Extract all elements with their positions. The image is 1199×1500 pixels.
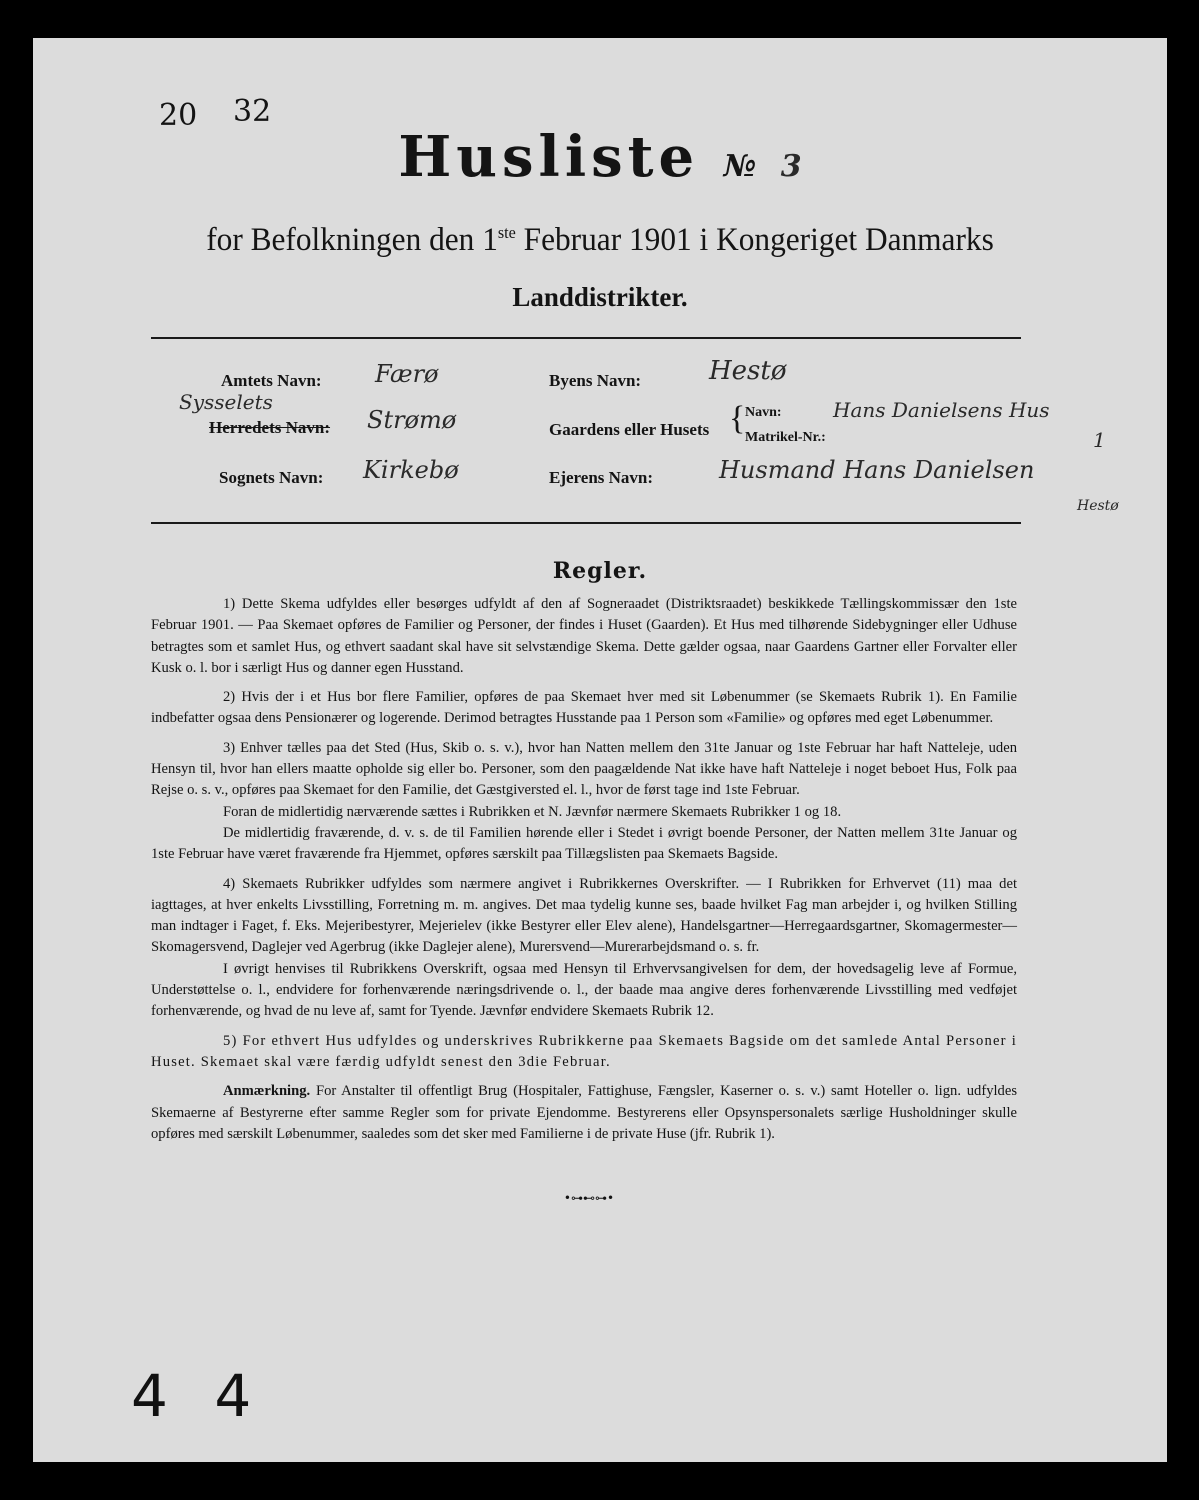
annotation-label: Anmærkning. [223, 1083, 311, 1100]
census-form-page [33, 38, 1167, 1462]
navn-value: Hans Danielsens Hus [833, 398, 1050, 422]
top-rule [151, 337, 1021, 339]
ornament: •⊶⊷⊶• [563, 1191, 615, 1205]
sogn-value: Kirkebø [363, 456, 459, 484]
by-value: Hestø [709, 356, 787, 386]
rule-1: 1) Dette Skema udfyldes eller besørges udfyldt af den af Sogneraadet (Distriktsraadet) beskikkede Tællingskommissær den 1ste Februar 1901. — Paa Skemaet opføres de Familier og Personer, der findes i Huset (Gaarden). Et Hus med tilhørende Sidebygninger eller Udhuse betragtes som et samlet Hus, og ethvert saadant skal have sit selvstændige Skema. Dette gælder ogsaa, naar Gaardens Gartner eller Forvalter eller Kusk o. l. bor i særligt Hus og danner egen Husstand. [151, 596, 1017, 676]
matrikel-value: 1 [1093, 428, 1106, 452]
amt-label: Amtets Navn: [221, 371, 322, 390]
navn-label: Navn: [745, 405, 782, 420]
sogn-label: Sognets Navn: [219, 468, 324, 487]
rule-3b: Foran de midlertidig nærværende sættes i Rubrikken et N. Jævnfør nærmere Skemaets Rubrikker 1 og 18. [223, 803, 842, 820]
herred-handwritten-prefix: Sysselets [179, 390, 273, 414]
title-number-label: № [723, 149, 757, 184]
by-label: Byens Navn: [549, 371, 642, 390]
rule-5: 5) For ethvert Hus udfyldes og underskrives Rubrikkerne paa Skemaets Bagside om det samlede Antal Personer i Huset. Skemaet skal være færdig udfyldt senest den 3die Februar. [151, 1032, 1017, 1070]
rule-2: 2) Hvis der i et Hus bor flere Familier, opføres de paa Skemaet hver med sit Løbenummer (se Skemaets Rubrik 1). En Familie indbefatter ogsaa dens Pensionærer og logerende. Derimod betragtes Husstande paa 1 Person som «Familie» og opføres med eget Løbenummer. [151, 689, 1017, 727]
subtitle-sup: ste [497, 223, 516, 242]
ejer-label: Ejerens Navn: [549, 468, 654, 487]
title-number-value: 3 [780, 149, 802, 184]
brace-icon: { [729, 400, 746, 437]
rule-3c: De midlertidig fraværende, d. v. s. de til Familien hørende eller i Stedet i øvrigt boende Personer, der Natten mellem 31te Januar og 1ste Februar have været fraværende fra Hjemmet, opføres særskilt paa Tillægslisten paa Skemaets Bagside. [151, 824, 1017, 863]
herred-value: Strømø [367, 406, 457, 434]
annotation-text: For Anstalter til offentligt Brug (Hospitaler, Fattighuse, Fængsler, Kaserner o. s. v.) samt Hoteller o. lign. udfyldes Skemaerne af Bestyrerne efter samme Regler som for private Ejendomme. Bestyrerens eller Opsynspersonalets særlige Husholdninger skulle opføres med særskilt Løbenummer, saaledes som det sker med Familierne i de private Huse (jfr. Rubrik 1). [151, 1083, 1017, 1142]
footer-number: 4 4 [131, 1362, 266, 1430]
form-subtitle [61, 222, 1138, 259]
matrikel-label: Matrikel-Nr.: [745, 430, 826, 445]
gaard-label: Gaardens eller Husets [549, 420, 710, 439]
rule-4a: 4) Skemaets Rubrikker udfyldes som nærmere angivet i Rubrikkernes Overskrifter. — I Rubrikken for Erhvervet (11) maa det iagttages, at hver enkelts Livsstilling, Forretning m. m. angives. Det maa tydelig kunne ses, baade hvilket Fag man arbejder i, og hvilken Stilling man indtager i Faget, f. Eks. Mejeribestyrer, Mejerielev (ikke Bestyrer eller Elev alene), Handelsgartner—Herregaardsgartner, Skomagermester—Skomagersvend, Daglejer ved Agerbrug (ikke Daglejer alene), Murersvend—Murerarbejdsmand o. s. fr. [151, 875, 1017, 956]
subtitle-pre: for Befolkningen den 1 [206, 222, 498, 258]
stamp-number-left: 20 [159, 98, 198, 133]
annotation [151, 1081, 1017, 1145]
rule-3a: 3) Enhver tælles paa det Sted (Hus, Skib o. s. v.), hvor han Natten mellem den 31te Januar og 1ste Februar har haft Natteleje, uden Hensyn til, hvor han ellers maatte opholde sig eller bo. Personer, som den paagældende Nat ikke have haft Natteleje i noget beboet Hus, Folk paa Rejse o. s. v., opføres paa Skemaet for den Familie, det Gæstgiversted el. l., hvor de først tage ind 1ste Februar. [151, 739, 1017, 799]
form-title [33, 124, 1167, 190]
ejer-value-place: Hestø [1077, 498, 1119, 514]
rule-4b: I øvrigt henvises til Rubrikkens Overskrift, ogsaa med Hensyn til Erhvervsangivelsen for dem, der hovedsagelig leve af Formue, Understøttelse o. l., endvidere for forhenværende næringsdrivende o. l., der baade maa angive deres forhenværende Livsstilling med vedføjet forhenværende, og hvad de nu leve af, samt for Tyende. Jævnfør endvidere Skemaets Rubrik 12. [151, 960, 1017, 1020]
district-type: Landdistrikter. [512, 282, 688, 312]
herred-label: Herredets Navn: [209, 418, 331, 437]
rules-title: Regler. [552, 558, 648, 584]
middle-rule [151, 522, 1021, 524]
title-main: Husliste [398, 124, 700, 190]
stamp-number-right: 32 [233, 94, 272, 129]
subtitle-post: Februar 1901 i Kongeriget Danmarks [515, 222, 994, 258]
amt-value: Færø [375, 360, 439, 388]
rules-body [151, 594, 1017, 1145]
ejer-value: Husmand Hans Danielsen [719, 456, 1035, 484]
